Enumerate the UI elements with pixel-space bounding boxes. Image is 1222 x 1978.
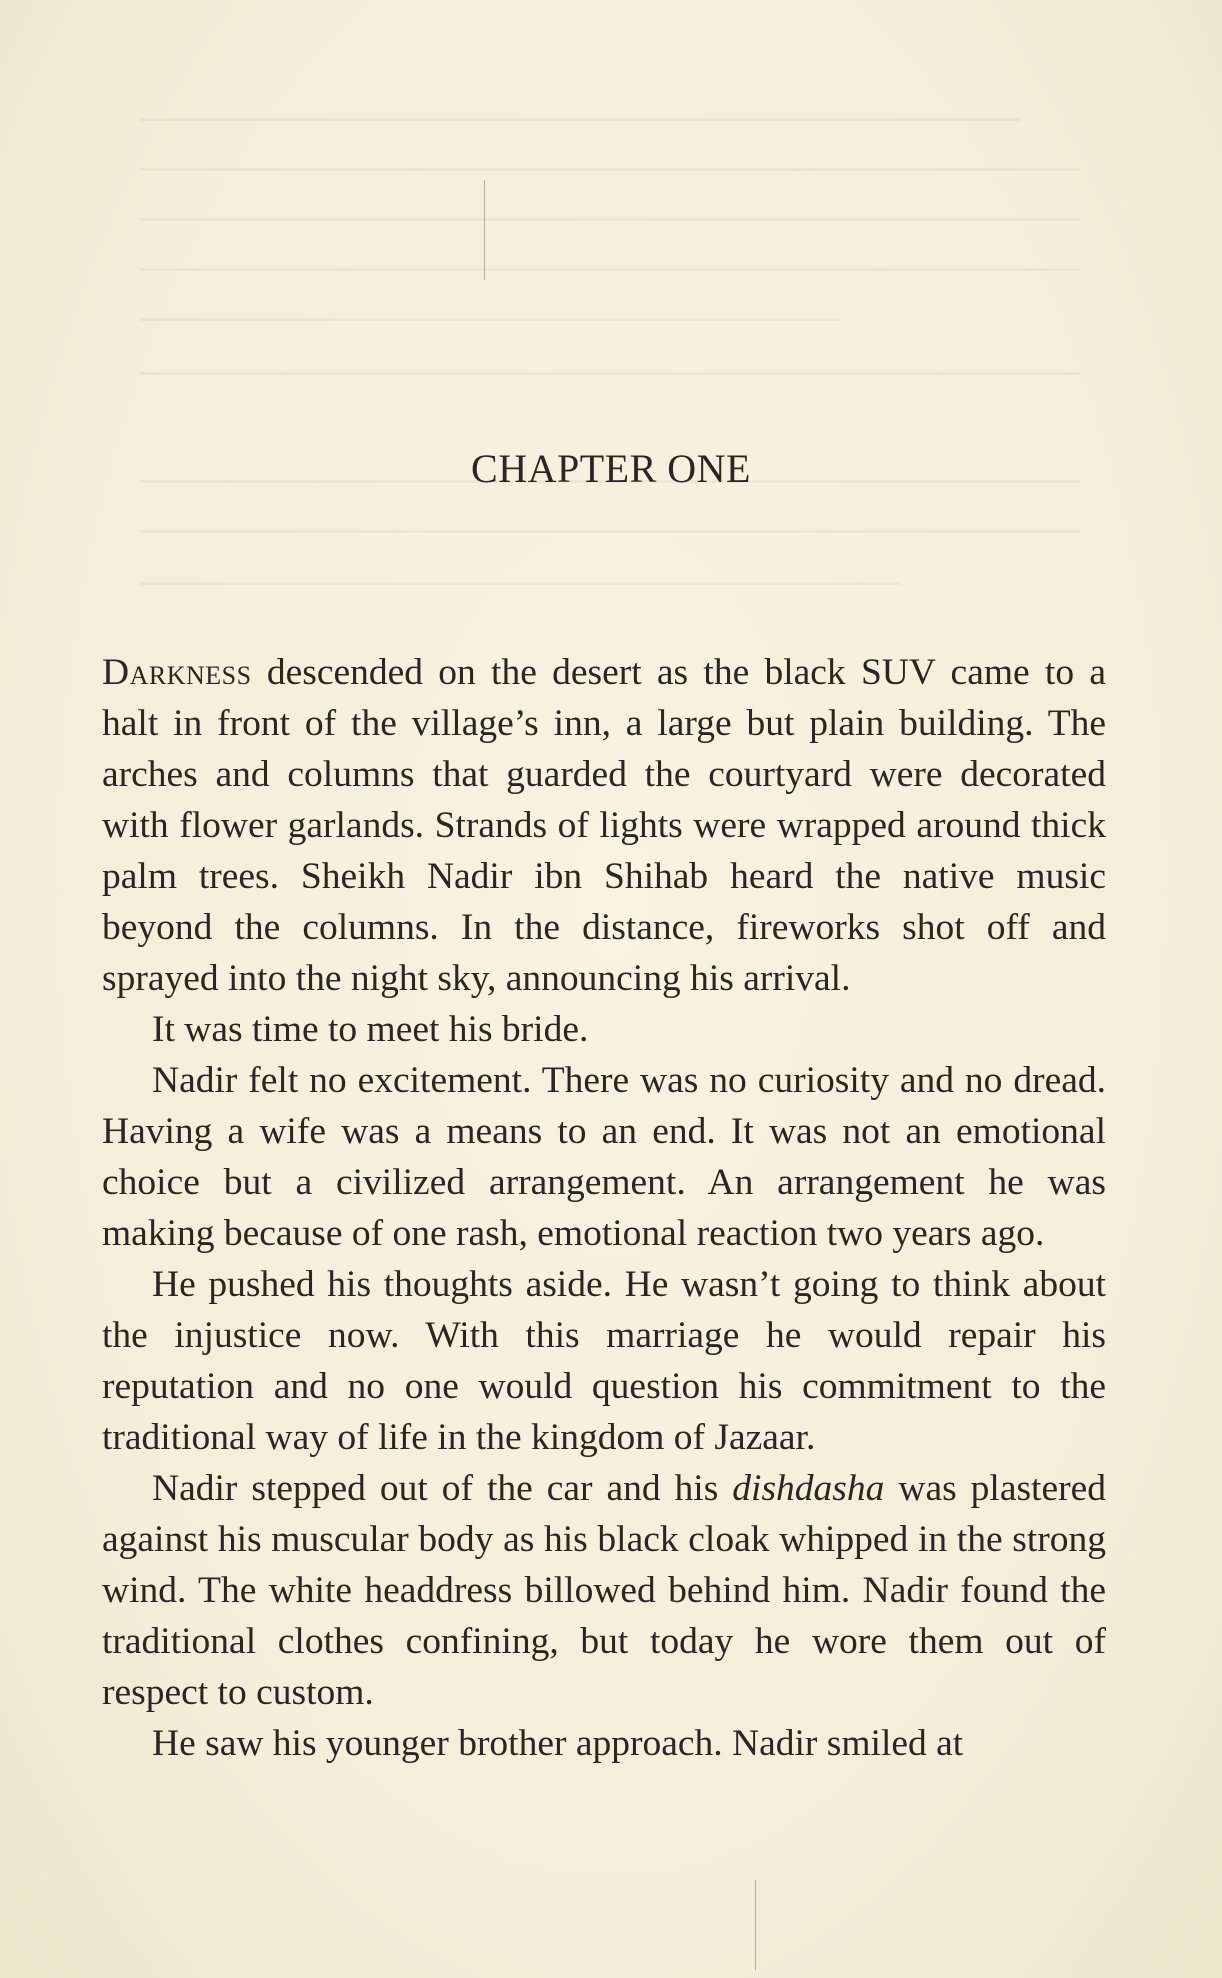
paragraph-2: It was time to meet his bride. [152,1009,589,1050]
paragraph-6: He saw his younger brother approach. Nadir smiled at [152,1723,964,1764]
show-through-line [140,218,1080,221]
paragraph-1-text: descended on the desert as the black SUV came to a halt in front of the village’s inn, a large but plain building. The arches and columns that guarded the courtyard were decorated with flower garlands. Strands of lights were wrapped around thick palm trees. Sheikh Nadir ibn Shihab heard the native music beyond the columns. In the distance, fireworks shot off and sprayed into the night sky, announcing his arrival. [102,652,1106,999]
show-through-line [140,582,900,585]
show-through-line [140,118,1020,121]
show-through-line [140,530,1080,533]
show-through-line [140,168,1080,171]
show-through-line [140,318,840,321]
paragraph-5-after: was plastered against his muscular body as his black cloak whipped in the strong wind. The white headdress billowed behind him. Nadir found the traditional clothes confining, but today he wore them out of respect to custom. [102,1468,1107,1713]
paragraph-5-before: Nadir stepped out of the car and his [152,1468,733,1509]
paper-crease-mark [484,180,485,280]
opening-small-caps-word: Darkness [102,652,252,693]
italic-word-dishdasha: dishdasha [732,1468,885,1509]
chapter-body [102,647,1106,1769]
paragraph-4: He pushed his thoughts aside. He wasn’t going to think about the injustice now. With this marriage he would repair his reputation and no one would question his commitment to the traditional way of life in the kingdom of Jazaar. [102,1264,1106,1458]
show-through-line [140,268,1080,271]
chapter-title: CHAPTER ONE [471,446,751,491]
paragraph-3: Nadir felt no excitement. There was no curiosity and no dread. Having a wife was a means to an end. It was not an emotional choice but a civilized arrangement. An arrangement he was making because of one rash, emotional reaction two years ago. [102,1060,1106,1254]
paragraph-5 [102,1463,1106,1718]
paragraph-1 [102,647,1106,1004]
paper-crease-mark [755,1880,756,1970]
show-through-line [140,372,1080,375]
